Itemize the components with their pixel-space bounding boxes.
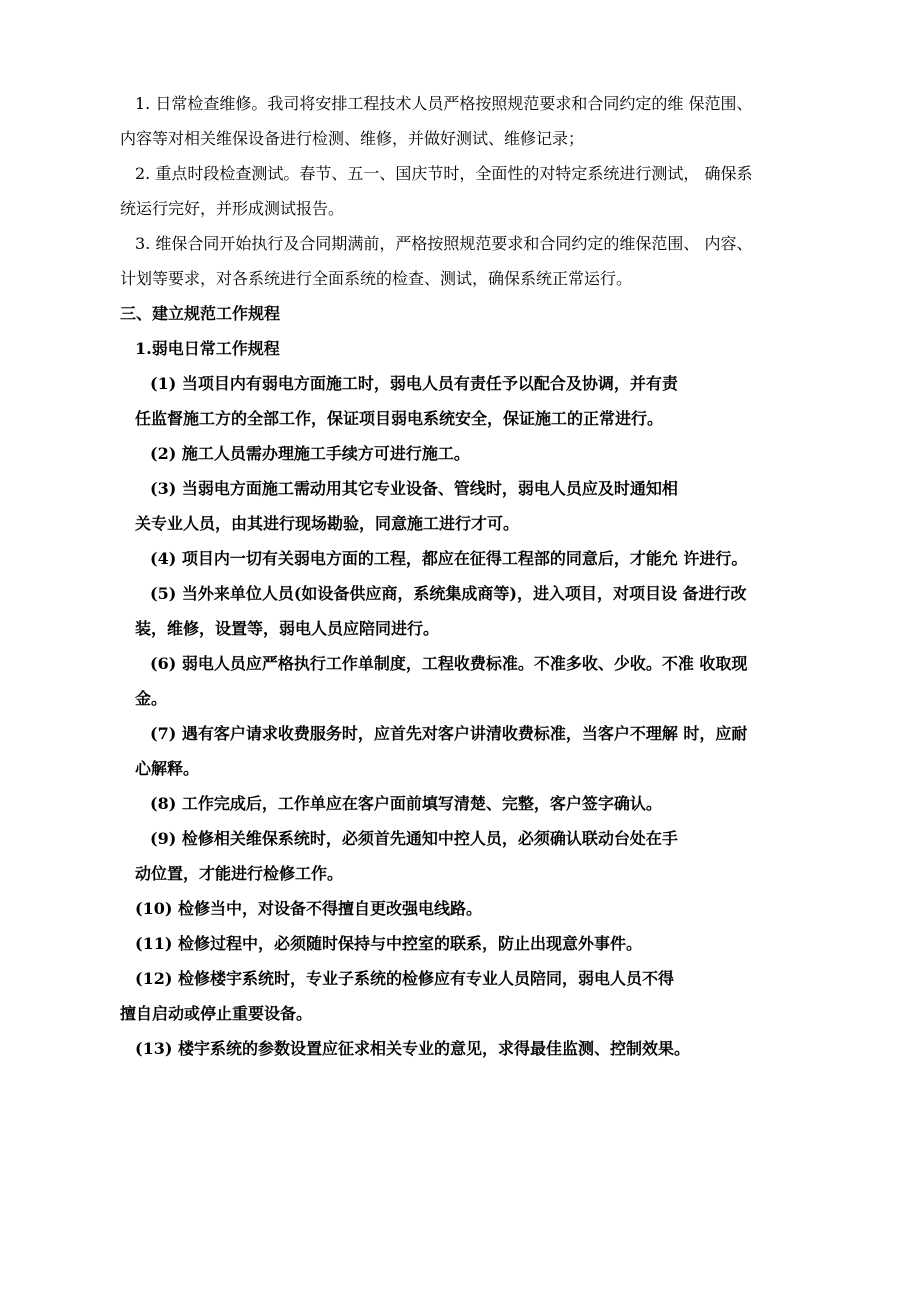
rule-12-line-1: (12) 检修楼宇系统时，专业子系统的检修应有专业人员陪同，弱电人员不得 bbox=[135, 969, 674, 988]
rule-2-line-1: (2) 施工人员需办理施工手续方可进行施工。 bbox=[150, 444, 470, 463]
rule-4-line-1: (4) 项目内一切有关弱电方面的工程，都应在征得工程部的同意后，才能允 许进行。 bbox=[150, 549, 748, 568]
paragraph-1-line-2: 内容等对相关维保设备进行检测、维修，并做好测试、维修记录； bbox=[120, 129, 585, 148]
rule-7-line-1: (7) 遇有客户请求收费服务时，应首先对客户讲清收费标准，当客户不理解 时，应耐 bbox=[150, 724, 748, 743]
paragraph-3-line-1: 3. 维保合同开始执行及合同期满前，严格按照规范要求和合同约定的维保范围、 内容、 bbox=[135, 234, 753, 253]
rule-1-line-1: (1) 当项目内有弱电方面施工时，弱电人员有责任予以配合及协调，并有责 bbox=[150, 374, 678, 393]
rule-12-line-2: 擅自启动或停止重要设备。 bbox=[120, 1004, 313, 1023]
paragraph-2-line-1: 2. 重点时段检查测试。春节、五一、国庆节时，全面性的对特定系统进行测试， 确保系 bbox=[135, 164, 753, 183]
rule-10-line-1: (10) 检修当中，对设备不得擅自更改强电线路。 bbox=[135, 899, 482, 918]
rule-5-line-1: (5) 当外来单位人员(如设备供应商，系统集成商等)，进入项目，对项目设 备进行改 bbox=[150, 584, 747, 603]
rule-6-line-2: 金。 bbox=[135, 689, 168, 708]
rule-1-line-2: 任监督施工方的全部工作，保证项目弱电系统安全，保证施工的正常进行。 bbox=[135, 409, 664, 428]
rule-6-line-1: (6) 弱电人员应严格执行工作单制度，工程收费标准。不准多收、少收。不准 收取现 bbox=[150, 654, 748, 673]
paragraph-1-line-1: 1. 日常检查维修。我司将安排工程技术人员严格按照规范要求和合同约定的维 保范围、 bbox=[135, 94, 753, 113]
paragraph-2-line-2: 统运行完好，并形成测试报告。 bbox=[120, 199, 345, 218]
rule-13-line-1: (13) 楼宇系统的参数设置应征求相关专业的意见，求得最佳监测、控制效果。 bbox=[135, 1039, 690, 1058]
rule-7-line-2: 心解释。 bbox=[135, 759, 200, 778]
rule-8-line-1: (8) 工作完成后，工作单应在客户面前填写清楚、完整，客户签字确认。 bbox=[150, 794, 662, 813]
section-heading: 三、建立规范工作规程 bbox=[120, 304, 281, 323]
rule-9-line-1: (9) 检修相关维保系统时，必须首先通知中控人员，必须确认联动台处在手 bbox=[150, 829, 678, 848]
rule-9-line-2: 动位置，才能进行检修工作。 bbox=[135, 864, 344, 883]
rule-11-line-1: (11) 检修过程中，必须随时保持与中控室的联系，防止出现意外事件。 bbox=[135, 934, 642, 953]
subsection-heading: 1.弱电日常工作规程 bbox=[135, 339, 280, 358]
rule-3-line-1: (3) 当弱电方面施工需动用其它专业设备、管线时，弱电人员应及时通知相 bbox=[150, 479, 678, 498]
rule-5-line-2: 装，维修，设置等，弱电人员应陪同进行。 bbox=[135, 619, 440, 638]
rule-3-line-2: 关专业人员，由其进行现场勘验，同意施工进行才可。 bbox=[135, 514, 520, 533]
paragraph-3-line-2: 计划等要求，对各系统进行全面系统的检查、测试，确保系统正常运行。 bbox=[120, 269, 633, 288]
